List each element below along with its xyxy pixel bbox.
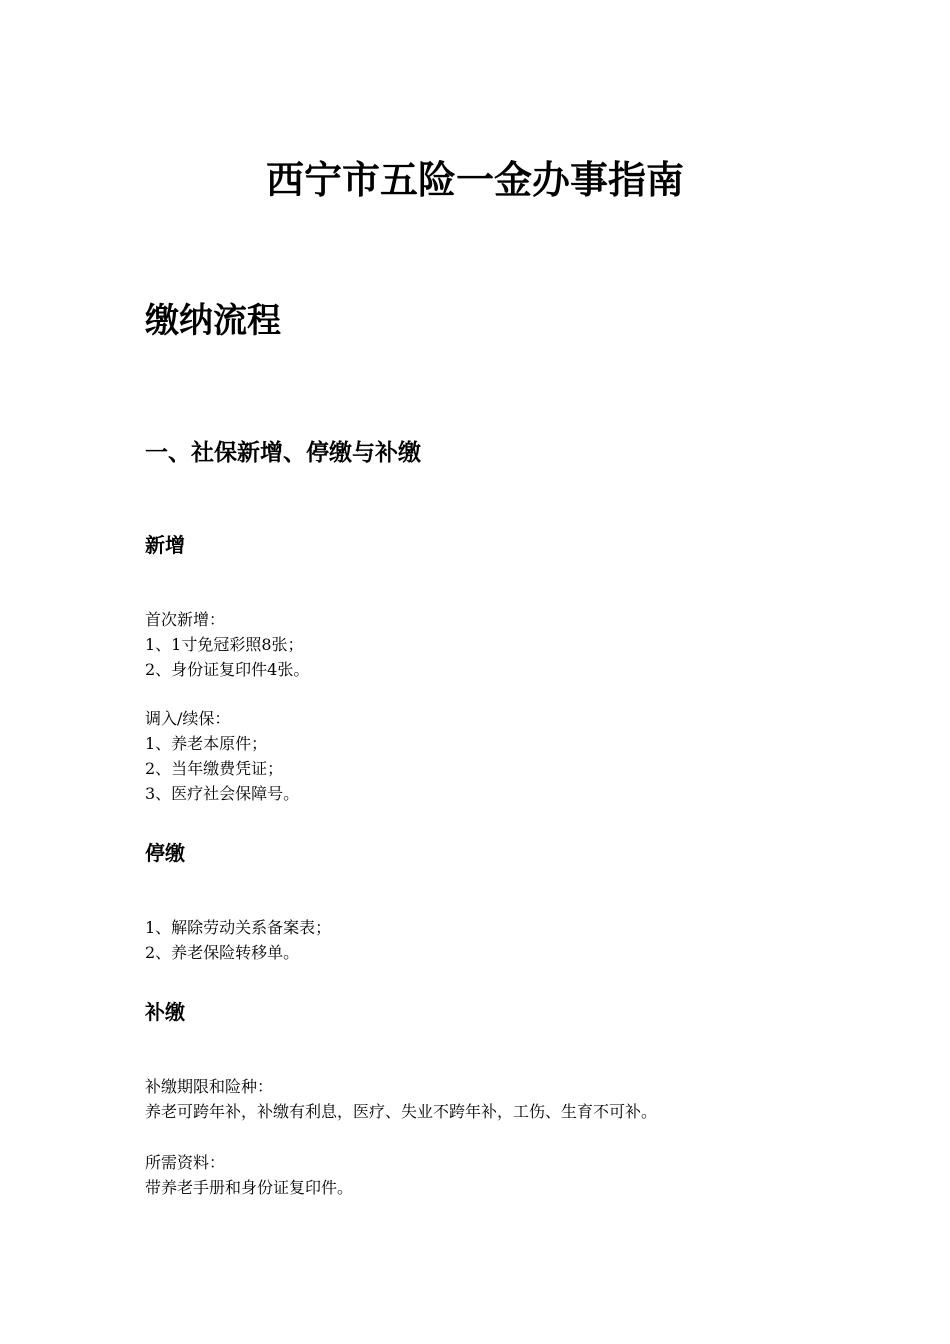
document-title: 西宁市五险一金办事指南	[265, 157, 684, 202]
heading-stop: 停缴	[145, 841, 185, 865]
heading-supplement: 补缴	[145, 1000, 185, 1024]
transfer-item-2: 2、当年缴费凭证；	[145, 759, 284, 778]
first-add-label: 首次新增：	[145, 610, 226, 629]
supplement-materials-label: 所需资料：	[145, 1153, 226, 1172]
supplement-period-text: 养老可跨年补，补缴有利息，医疗、失业不跨年补，工伤、生育不可补。	[145, 1102, 658, 1121]
subsection-heading-social-security: 一、社保新增、停缴与补缴	[145, 440, 421, 466]
stop-item-2: 2、养老保险转移单。	[145, 943, 300, 962]
transfer-item-1: 1、养老本原件；	[145, 734, 268, 753]
section-heading-payment-process: 缴纳流程	[145, 301, 281, 341]
supplement-period-label: 补缴期限和险种：	[145, 1077, 274, 1096]
stop-item-1: 1、解除劳动关系备案表；	[145, 918, 332, 937]
first-add-item-1: 1、1寸免冠彩照8张；	[145, 635, 304, 654]
heading-add: 新增	[145, 533, 185, 557]
first-add-item-2: 2、身份证复印件4张。	[145, 660, 310, 679]
transfer-item-3: 3、医疗社会保障号。	[145, 784, 300, 803]
supplement-materials-text: 带养老手册和身份证复印件。	[145, 1178, 354, 1197]
transfer-label: 调入/续保：	[145, 709, 231, 728]
